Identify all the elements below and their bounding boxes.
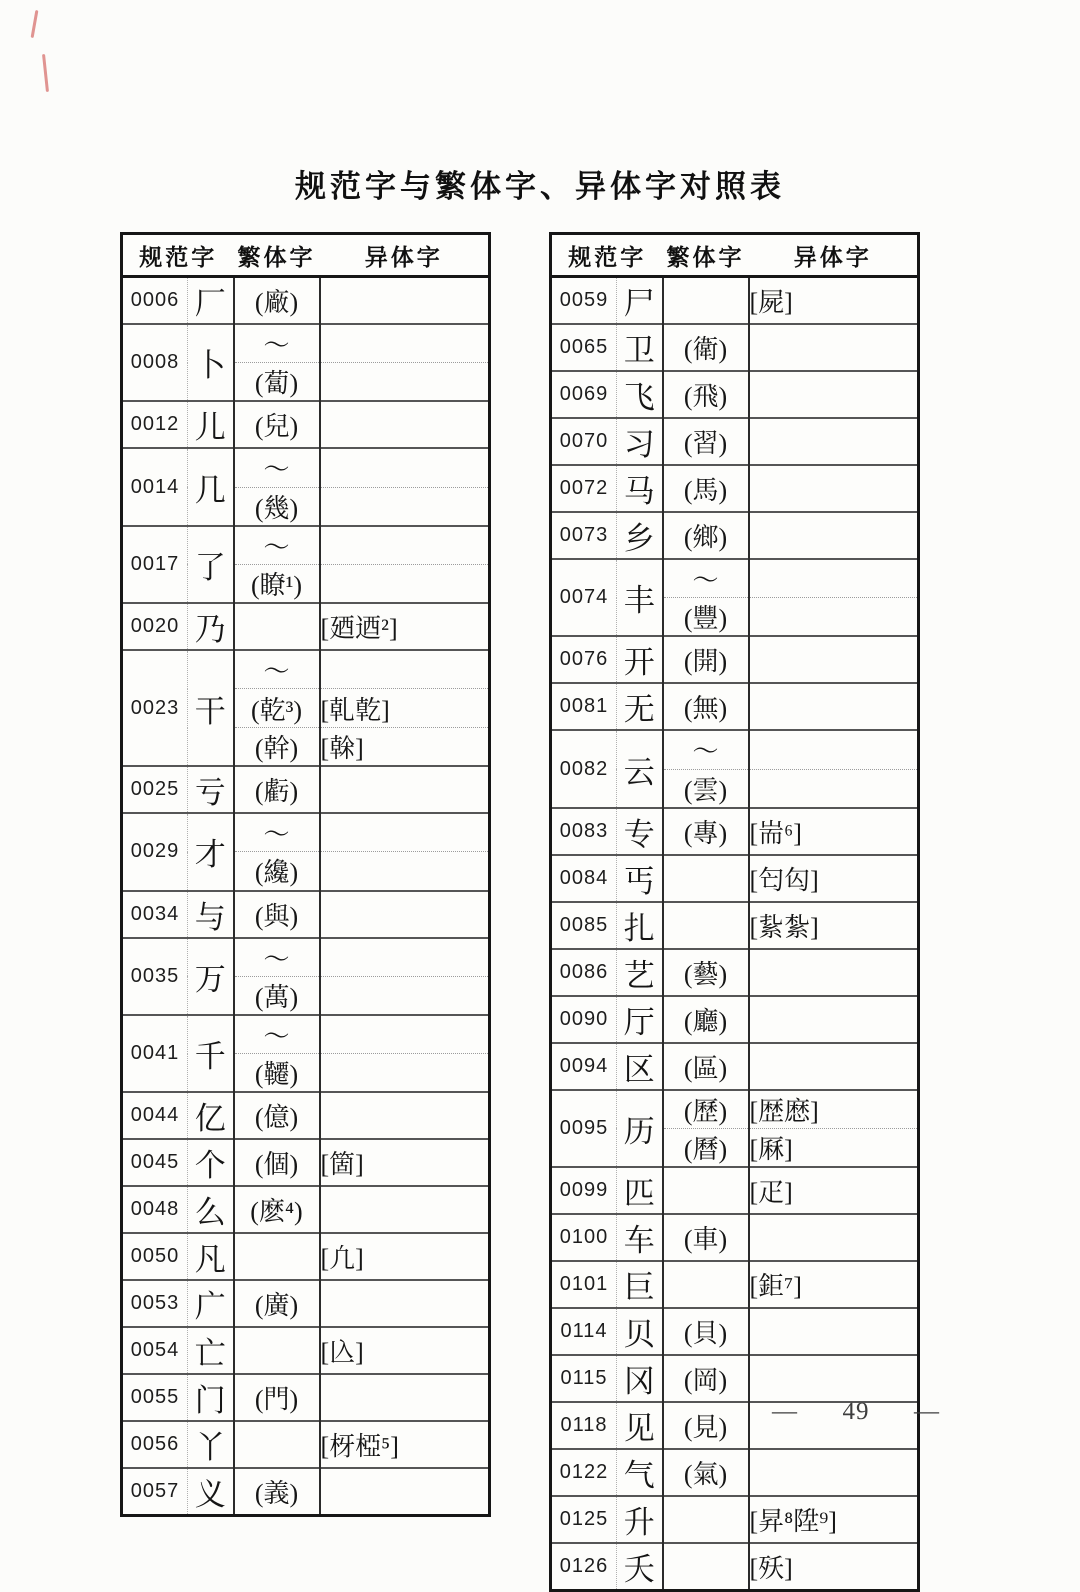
traditional-cell: (廠) <box>234 277 320 325</box>
standard-char: 卫 <box>617 324 663 371</box>
table-row <box>122 1139 490 1186</box>
standard-char: 巨 <box>617 1261 663 1308</box>
traditional-cell: (歷) <box>663 1090 749 1129</box>
variant-cell <box>749 1355 919 1402</box>
entry-code: 0008 <box>122 324 188 401</box>
variant-cell <box>749 559 919 598</box>
comparison-table <box>120 232 491 1517</box>
entry-code: 0073 <box>551 512 617 559</box>
traditional-cell: (貝) <box>663 1308 749 1355</box>
table-row <box>122 891 490 938</box>
table-row <box>551 1308 919 1355</box>
variant-cell <box>320 526 490 565</box>
standard-char: 夭 <box>617 1543 663 1591</box>
table-row <box>551 1449 919 1496</box>
traditional-cell: (氣) <box>663 1449 749 1496</box>
traditional-cell <box>663 277 749 325</box>
table-row <box>122 1374 490 1421</box>
table-row <box>122 1186 490 1233</box>
table-row <box>551 1043 919 1090</box>
traditional-cell: (車) <box>663 1214 749 1261</box>
traditional-cell: (虧) <box>234 766 320 813</box>
variant-cell <box>749 683 919 730</box>
entry-code: 0069 <box>551 371 617 418</box>
table-row <box>551 996 919 1043</box>
standard-char: 门 <box>188 1374 234 1421</box>
entry-code: 0020 <box>122 603 188 650</box>
standard-char: 无 <box>617 683 663 730</box>
entry-code: 0126 <box>551 1543 617 1591</box>
traditional-cell <box>663 855 749 902</box>
variant-cell <box>320 1186 490 1233</box>
entry-code: 0014 <box>122 448 188 525</box>
table-row <box>122 1015 490 1054</box>
page-footer <box>772 1398 940 1426</box>
table-row <box>551 808 919 855</box>
variant-cell <box>749 1449 919 1496</box>
traditional-cell <box>234 1327 320 1374</box>
entry-code: 0065 <box>551 324 617 371</box>
variant-cell <box>749 730 919 769</box>
table-row <box>551 1214 919 1261</box>
variant-cell: [紥紮] <box>749 902 919 949</box>
traditional-cell: (與) <box>234 891 320 938</box>
variant-cell: [枒椏⁵] <box>320 1421 490 1468</box>
standard-char: 见 <box>617 1402 663 1449</box>
standard-char: 卜 <box>188 324 234 401</box>
entry-code: 0090 <box>551 996 617 1043</box>
entry-code: 0095 <box>551 1090 617 1167</box>
standard-char: 义 <box>188 1468 234 1516</box>
table-row <box>551 512 919 559</box>
standard-char: 亏 <box>188 766 234 813</box>
standard-char: 亡 <box>188 1327 234 1374</box>
traditional-cell <box>663 1167 749 1214</box>
variant-cell <box>320 324 490 363</box>
table-row <box>551 1261 919 1308</box>
standard-char: 习 <box>617 418 663 465</box>
table-row <box>122 766 490 813</box>
variant-cell <box>320 1280 490 1327</box>
table-row <box>551 371 919 418</box>
standard-char: 扎 <box>617 902 663 949</box>
table-row <box>122 324 490 363</box>
variant-cell <box>749 636 919 683</box>
traditional-cell: (馬) <box>663 465 749 512</box>
variant-cell: [歴㦄] <box>749 1090 919 1129</box>
table-row <box>551 855 919 902</box>
entry-code: 0070 <box>551 418 617 465</box>
variant-cell <box>320 401 490 448</box>
entry-code: 0100 <box>551 1214 617 1261</box>
traditional-cell: (蔔) <box>234 363 320 402</box>
standard-char: 乡 <box>617 512 663 559</box>
entry-code: 0086 <box>551 949 617 996</box>
table-header-row <box>122 234 490 277</box>
variant-cell <box>320 564 490 603</box>
traditional-cell: (無) <box>663 683 749 730</box>
table-row <box>551 1167 919 1214</box>
entry-code: 0025 <box>122 766 188 813</box>
standard-char: 冈 <box>617 1355 663 1402</box>
table-row <box>122 1327 490 1374</box>
traditional-cell <box>234 1233 320 1280</box>
entry-code: 0056 <box>122 1421 188 1468</box>
table-row <box>551 683 919 730</box>
variant-cell <box>320 976 490 1015</box>
entry-code: 0023 <box>122 650 188 766</box>
entry-code: 0118 <box>551 1402 617 1449</box>
table-row <box>122 938 490 977</box>
standard-char: 个 <box>188 1139 234 1186</box>
standard-char: 云 <box>617 730 663 807</box>
left-comparison-table <box>120 232 488 1517</box>
traditional-cell: (纔) <box>234 852 320 891</box>
entry-code: 0017 <box>122 526 188 603</box>
standard-char: 匹 <box>617 1167 663 1214</box>
entry-code: 0057 <box>122 1468 188 1516</box>
table-row <box>551 1355 919 1402</box>
standard-char: 厂 <box>188 277 234 325</box>
standard-char: 马 <box>617 465 663 512</box>
traditional-cell: ～ <box>234 1015 320 1054</box>
table-row <box>122 1092 490 1139</box>
traditional-cell: (廳) <box>663 996 749 1043</box>
variant-cell <box>749 371 919 418</box>
standard-char: 丫 <box>188 1421 234 1468</box>
entry-code: 0035 <box>122 938 188 1015</box>
traditional-cell <box>234 603 320 650</box>
table-row <box>551 636 919 683</box>
table-row <box>122 813 490 852</box>
traditional-cell: (雲) <box>663 769 749 808</box>
standard-char: 丰 <box>617 559 663 636</box>
traditional-cell: (岡) <box>663 1355 749 1402</box>
traditional-cell: (藝) <box>663 949 749 996</box>
variant-cell <box>320 363 490 402</box>
variant-cell: [箇] <box>320 1139 490 1186</box>
traditional-cell <box>663 1543 749 1591</box>
entry-code: 0122 <box>551 1449 617 1496</box>
traditional-cell: ～ <box>234 938 320 977</box>
table-row <box>551 465 919 512</box>
entry-code: 0084 <box>551 855 617 902</box>
standard-char: 干 <box>188 650 234 766</box>
standard-char: 亿 <box>188 1092 234 1139</box>
header-variant: 异体字 <box>749 234 919 277</box>
variant-cell: [匄匃] <box>749 855 919 902</box>
table-row <box>122 1468 490 1516</box>
traditional-cell: (億) <box>234 1092 320 1139</box>
variant-cell <box>320 1374 490 1421</box>
entry-code: 0099 <box>551 1167 617 1214</box>
entry-code: 0125 <box>551 1496 617 1543</box>
variant-cell <box>749 949 919 996</box>
variant-cell <box>749 512 919 559</box>
variant-cell <box>749 1043 919 1090</box>
traditional-cell: ～ <box>234 448 320 487</box>
standard-char: 飞 <box>617 371 663 418</box>
standard-char: 才 <box>188 813 234 890</box>
variant-cell <box>320 448 490 487</box>
comparison-table <box>549 232 920 1592</box>
traditional-cell: (見) <box>663 1402 749 1449</box>
table-row <box>122 650 490 689</box>
traditional-cell: (飛) <box>663 371 749 418</box>
variant-cell <box>749 1308 919 1355</box>
traditional-cell: (萬) <box>234 976 320 1015</box>
table-row <box>551 730 919 769</box>
header-variant: 异体字 <box>320 234 490 277</box>
traditional-cell: (鄉) <box>663 512 749 559</box>
variant-cell <box>320 277 490 325</box>
entry-code: 0085 <box>551 902 617 949</box>
variant-cell <box>320 891 490 938</box>
traditional-cell: (衛) <box>663 324 749 371</box>
table-row <box>122 1233 490 1280</box>
standard-char: 历 <box>617 1090 663 1167</box>
header-standard: 规范字 <box>122 234 234 277</box>
variant-cell <box>320 1468 490 1516</box>
page-title: 规范字与繁体字、异体字对照表 <box>295 168 785 204</box>
standard-char: 万 <box>188 938 234 1015</box>
entry-code: 0094 <box>551 1043 617 1090</box>
entry-code: 0055 <box>122 1374 188 1421</box>
variant-cell <box>320 938 490 977</box>
standard-char: 儿 <box>188 401 234 448</box>
table-row <box>122 526 490 565</box>
traditional-cell: (乾³) <box>234 689 320 728</box>
traditional-cell: ～ <box>663 559 749 598</box>
standard-char: 了 <box>188 526 234 603</box>
entry-code: 0074 <box>551 559 617 636</box>
standard-char: 贝 <box>617 1308 663 1355</box>
standard-char: 丐 <box>617 855 663 902</box>
traditional-cell: (曆) <box>663 1128 749 1167</box>
page-number: 49 <box>842 1398 870 1425</box>
variant-cell: [鉅⁷] <box>749 1261 919 1308</box>
entry-code: 0082 <box>551 730 617 807</box>
entry-code: 0101 <box>551 1261 617 1308</box>
traditional-cell: ～ <box>234 526 320 565</box>
traditional-cell: (韆) <box>234 1054 320 1093</box>
traditional-cell <box>663 902 749 949</box>
traditional-cell <box>234 1421 320 1468</box>
table-header-row <box>551 234 919 277</box>
standard-char: 车 <box>617 1214 663 1261</box>
standard-char: 广 <box>188 1280 234 1327</box>
header-traditional: 繁体字 <box>663 234 749 277</box>
table-row <box>551 324 919 371</box>
table-row <box>122 448 490 487</box>
table-row <box>551 949 919 996</box>
standard-char: 与 <box>188 891 234 938</box>
variant-cell: [兦] <box>320 1327 490 1374</box>
variant-cell: [耑⁶] <box>749 808 919 855</box>
variant-cell: [凢] <box>320 1233 490 1280</box>
standard-char: 么 <box>188 1186 234 1233</box>
entry-code: 0041 <box>122 1015 188 1092</box>
variant-cell <box>320 766 490 813</box>
variant-cell: [榦] <box>320 728 490 767</box>
standard-char: 厅 <box>617 996 663 1043</box>
entry-code: 0034 <box>122 891 188 938</box>
variant-cell <box>749 418 919 465</box>
table-row <box>122 1280 490 1327</box>
traditional-cell: (門) <box>234 1374 320 1421</box>
traditional-cell: (習) <box>663 418 749 465</box>
traditional-cell <box>663 1496 749 1543</box>
variant-cell <box>749 598 919 637</box>
variant-cell: [殀] <box>749 1543 919 1591</box>
entry-code: 0081 <box>551 683 617 730</box>
entry-code: 0044 <box>122 1092 188 1139</box>
standard-char: 乃 <box>188 603 234 650</box>
variant-cell <box>749 465 919 512</box>
standard-char: 专 <box>617 808 663 855</box>
entry-code: 0114 <box>551 1308 617 1355</box>
entry-code: 0045 <box>122 1139 188 1186</box>
table-row <box>551 418 919 465</box>
entry-code: 0006 <box>122 277 188 325</box>
traditional-cell: ～ <box>234 650 320 689</box>
traditional-cell: (義) <box>234 1468 320 1516</box>
variant-cell <box>320 813 490 852</box>
entry-code: 0076 <box>551 636 617 683</box>
standard-char: 艺 <box>617 949 663 996</box>
variant-cell <box>320 852 490 891</box>
standard-char: 气 <box>617 1449 663 1496</box>
table-row <box>551 1090 919 1129</box>
standard-char: 几 <box>188 448 234 525</box>
traditional-cell: ～ <box>234 813 320 852</box>
traditional-cell: (幾) <box>234 487 320 526</box>
traditional-cell: (個) <box>234 1139 320 1186</box>
table-row <box>122 603 490 650</box>
variant-cell <box>320 487 490 526</box>
red-pen-mark <box>31 10 39 38</box>
entry-code: 0083 <box>551 808 617 855</box>
variant-cell: [廼迺²] <box>320 603 490 650</box>
entry-code: 0059 <box>551 277 617 325</box>
traditional-cell <box>663 1261 749 1308</box>
traditional-cell: (豐) <box>663 598 749 637</box>
variant-cell <box>749 996 919 1043</box>
footer-dash-left: — <box>772 1398 798 1425</box>
table-row <box>122 1421 490 1468</box>
entry-code: 0048 <box>122 1186 188 1233</box>
variant-cell <box>749 1214 919 1261</box>
traditional-cell: (麽⁴) <box>234 1186 320 1233</box>
entry-code: 0054 <box>122 1327 188 1374</box>
variant-cell <box>749 324 919 371</box>
table-row <box>551 902 919 949</box>
standard-char: 区 <box>617 1043 663 1090</box>
variant-cell <box>320 1092 490 1139</box>
variant-cell: [厤] <box>749 1128 919 1167</box>
entry-code: 0053 <box>122 1280 188 1327</box>
traditional-cell: (廣) <box>234 1280 320 1327</box>
traditional-cell: ～ <box>234 324 320 363</box>
table-row <box>551 1496 919 1543</box>
header-traditional: 繁体字 <box>234 234 320 277</box>
traditional-cell: (瞭¹) <box>234 564 320 603</box>
standard-char: 开 <box>617 636 663 683</box>
traditional-cell: (開) <box>663 636 749 683</box>
variant-cell: [乹亁] <box>320 689 490 728</box>
traditional-cell: (兒) <box>234 401 320 448</box>
footer-dash-right: — <box>914 1398 940 1425</box>
header-standard: 规范字 <box>551 234 663 277</box>
entry-code: 0012 <box>122 401 188 448</box>
variant-cell <box>320 1054 490 1093</box>
table-row <box>551 277 919 325</box>
standard-char: 千 <box>188 1015 234 1092</box>
variant-cell <box>320 650 490 689</box>
variant-cell <box>749 769 919 808</box>
entry-code: 0072 <box>551 465 617 512</box>
standard-char: 凡 <box>188 1233 234 1280</box>
entry-code: 0115 <box>551 1355 617 1402</box>
table-row <box>551 1543 919 1591</box>
red-pen-mark <box>42 54 49 92</box>
variant-cell: [昇⁸陞⁹] <box>749 1496 919 1543</box>
variant-cell: [疋] <box>749 1167 919 1214</box>
standard-char: 尸 <box>617 277 663 325</box>
traditional-cell: (區) <box>663 1043 749 1090</box>
variant-cell <box>320 1015 490 1054</box>
entry-code: 0050 <box>122 1233 188 1280</box>
entry-code: 0029 <box>122 813 188 890</box>
traditional-cell: ～ <box>663 730 749 769</box>
variant-cell: [屍] <box>749 277 919 325</box>
traditional-cell: (專) <box>663 808 749 855</box>
table-row <box>122 277 490 325</box>
table-row <box>551 559 919 598</box>
table-row <box>122 401 490 448</box>
traditional-cell: (幹) <box>234 728 320 767</box>
right-comparison-table <box>549 232 919 1592</box>
standard-char: 升 <box>617 1496 663 1543</box>
